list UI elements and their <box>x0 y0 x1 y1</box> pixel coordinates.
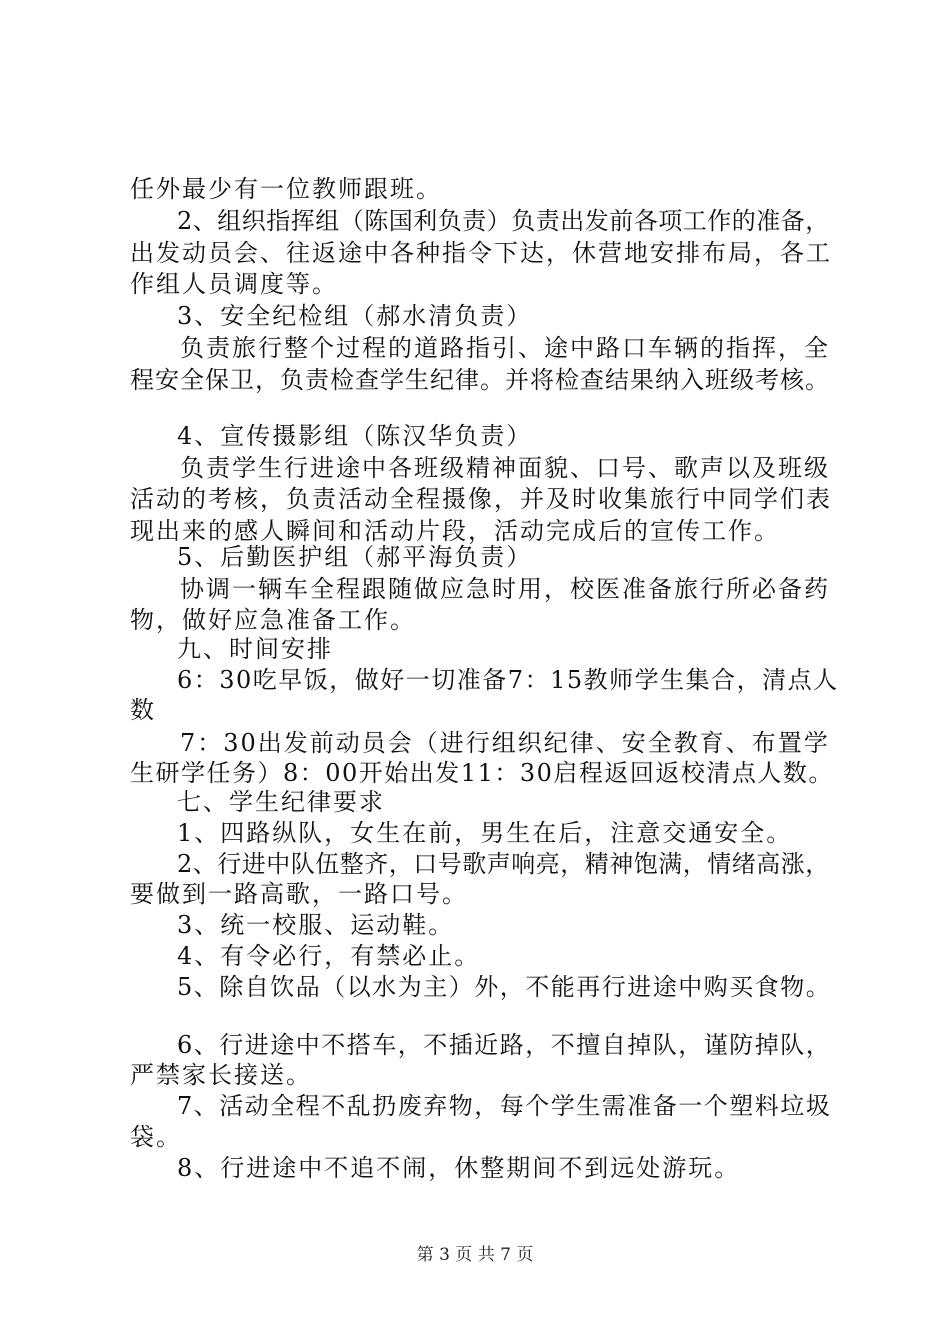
text-line: 负责学生行进途中各班级精神面貌、口号、歌声以及班级 <box>180 454 830 482</box>
text-line: 程安全保卫，负责检查学生纪律。并将检查结果纳入班级考核。 <box>130 366 830 394</box>
text-line: 任外最少有一位教师跟班。 <box>130 175 442 203</box>
text-line: 4、有令必行，有禁必止。 <box>177 942 481 970</box>
text-line: 七、学生纪律要求 <box>177 788 385 816</box>
text-line: 生研学任务）8：00开始出发11：30启程返回返校清点人数。 <box>130 759 834 787</box>
text-line: 作组人员调度等。 <box>130 270 338 298</box>
text-line: 7：30出发前动员会（进行组织纪律、安全教育、布置学 <box>180 729 830 757</box>
text-line: 2、行进中队伍整齐，口号歌声响亮，精神饱满，情绪高涨， <box>177 850 830 878</box>
text-line: 数 <box>130 696 156 724</box>
text-line: 4、宣传摄影组（陈汉华负责） <box>177 422 533 450</box>
text-line: 5、除自饮品（以水为主）外，不能再行进途中购买食物。 <box>177 973 832 1001</box>
text-line: 1、四路纵队，女生在前，男生在后，注意交通安全。 <box>177 819 793 847</box>
text-line: 活动的考核，负责活动全程摄像，并及时收集旅行中同学们表 <box>130 485 832 513</box>
text-line: 九、时间安排 <box>177 635 333 663</box>
text-line: 现出来的感人瞬间和活动片段，活动完成后的宣传工作。 <box>130 517 780 545</box>
text-line: 负责旅行整个过程的道路指引、途中路口车辆的指挥，全 <box>180 334 830 362</box>
text-line: 6：30吃早饭，做好一切准备7：15教师学生集合，清点人 <box>177 666 839 694</box>
text-line: 要做到一路高歌，一路口号。 <box>130 880 468 908</box>
text-line: 6、行进途中不搭车，不插近路，不擅自掉队，谨防掉队， <box>177 1031 832 1059</box>
text-line: 物，做好应急准备工作。 <box>130 606 416 634</box>
text-line: 5、后勤医护组（郝平海负责） <box>177 543 533 571</box>
text-line: 出发动员会、往返途中各种指令下达，休营地安排布局，各工 <box>130 239 832 267</box>
text-line: 3、统一校服、运动鞋。 <box>177 911 455 939</box>
text-line: 严禁家长接送。 <box>130 1061 312 1089</box>
text-line: 3、安全纪检组（郝水清负责） <box>177 302 533 330</box>
page-number-footer: 第 3 页 共 7 页 <box>416 1245 534 1265</box>
text-line: 7、活动全程不乱扔废弃物，每个学生需准备一个塑料垃圾 <box>177 1092 832 1120</box>
text-line: 2、组织指挥组（陈国利负责）负责出发前各项工作的准备， <box>177 207 830 235</box>
text-line: 袋。 <box>130 1123 182 1151</box>
text-line: 8、行进途中不追不闹，休整期间不到远处游玩。 <box>177 1154 741 1182</box>
text-line: 协调一辆车全程跟随做应急时用，校医准备旅行所必备药 <box>180 575 830 603</box>
